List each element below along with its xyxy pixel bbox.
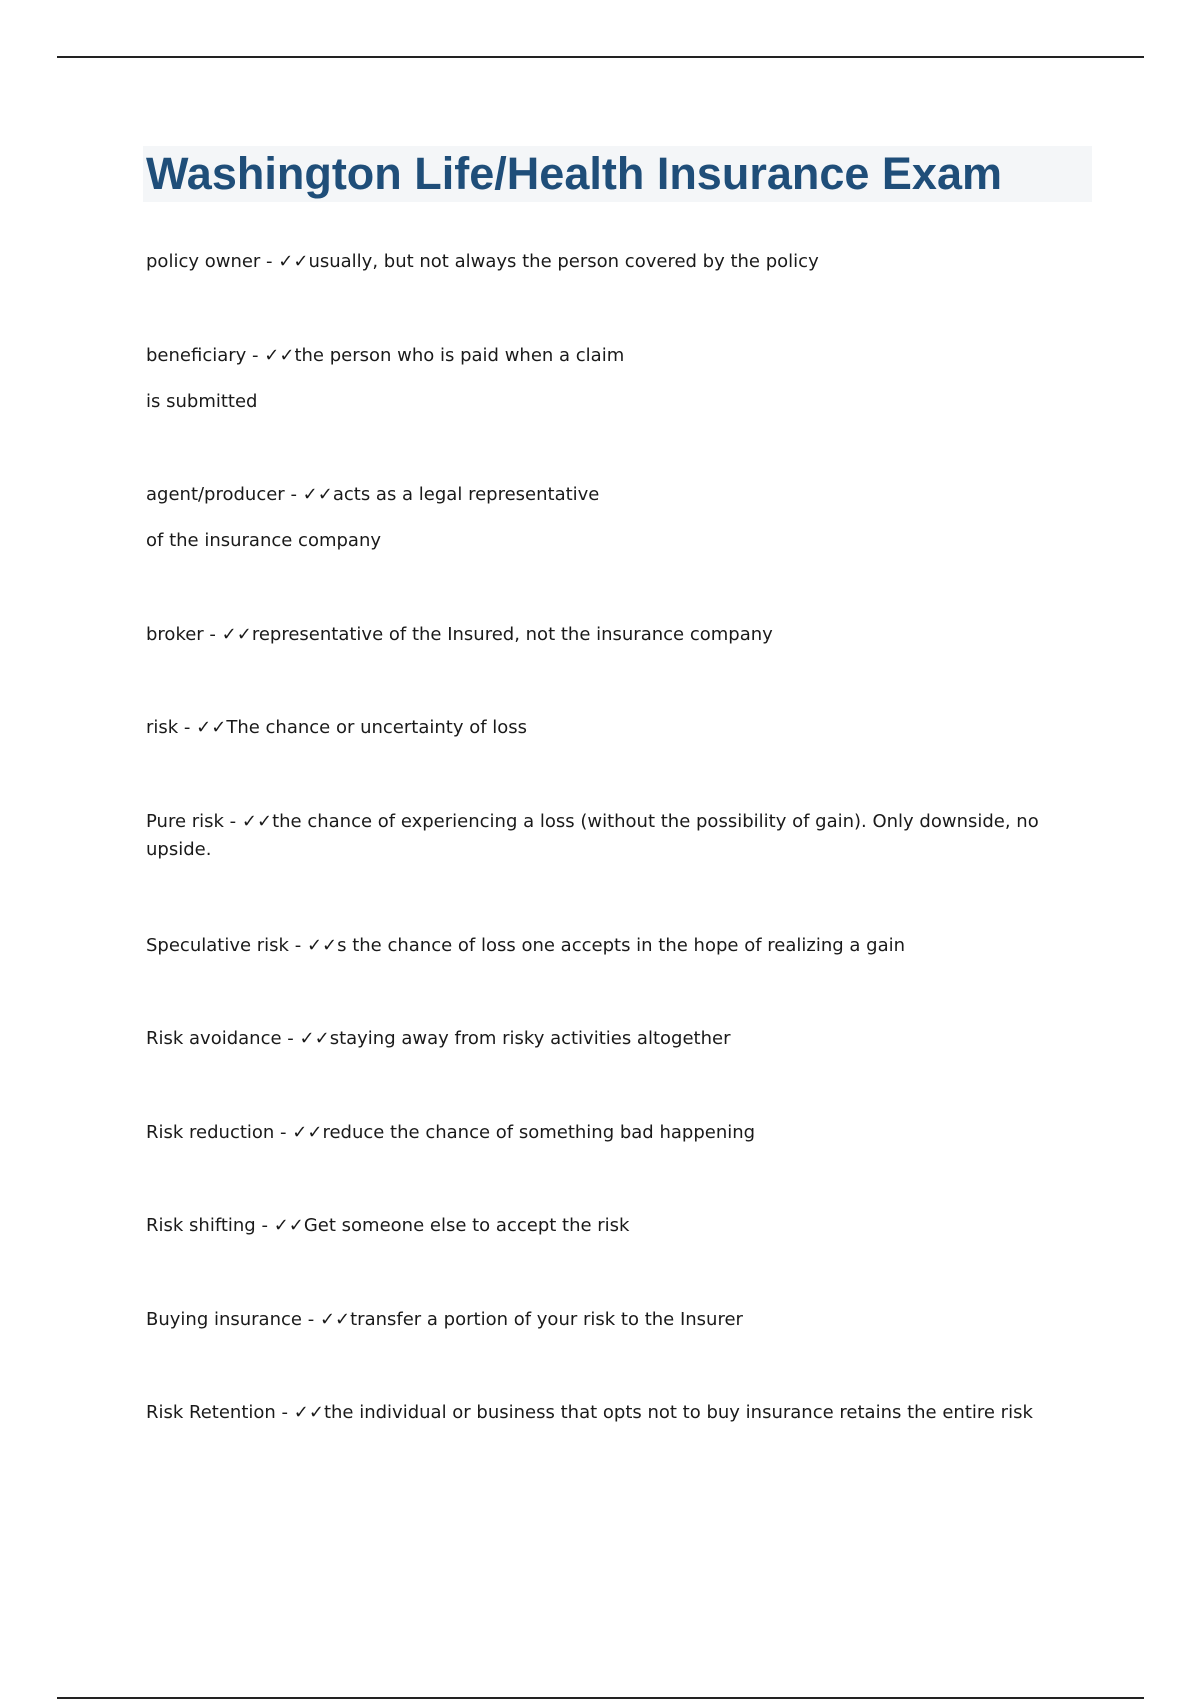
entry-continuation: of the insurance company bbox=[146, 530, 382, 551]
entry-line bbox=[146, 811, 1039, 860]
flashcard-entry bbox=[146, 481, 1066, 555]
entry-separator: - bbox=[255, 1215, 274, 1236]
entry-term: broker bbox=[146, 624, 204, 645]
entry-line bbox=[146, 1119, 1066, 1147]
flashcard-entry bbox=[146, 1399, 1066, 1427]
entry-line bbox=[146, 714, 1066, 742]
entry-definition: transfer a portion of your risk to the Insurer bbox=[350, 1309, 743, 1330]
flashcard-entry bbox=[146, 808, 1066, 864]
entry-term: risk bbox=[146, 717, 179, 738]
entry-separator: - bbox=[260, 251, 279, 272]
entry-term: agent/producer bbox=[146, 484, 285, 505]
entry-definition: the person who is paid when a claim bbox=[294, 345, 625, 366]
double-check-icon: ✓✓ bbox=[319, 1309, 351, 1330]
entry-definition: acts as a legal representative bbox=[332, 484, 600, 505]
double-check-icon: ✓✓ bbox=[264, 345, 295, 366]
double-check-icon: ✓✓ bbox=[278, 251, 309, 272]
entry-separator: - bbox=[275, 1402, 294, 1423]
document-title: Washington Life/Health Insurance Exam bbox=[146, 148, 1002, 199]
entry-separator: - bbox=[281, 1028, 300, 1049]
entry-term: beneficiary bbox=[146, 345, 247, 366]
entry-separator: - bbox=[301, 1309, 320, 1330]
entry-line bbox=[146, 1212, 1066, 1240]
entry-line bbox=[146, 481, 1066, 509]
entry-definition: Get someone else to accept the risk bbox=[303, 1215, 630, 1236]
entry-separator: - bbox=[178, 717, 197, 738]
flashcard-entry bbox=[146, 1306, 1066, 1334]
double-check-icon: ✓✓ bbox=[196, 717, 227, 738]
entry-definition: representative of the Insured, not the insurance company bbox=[251, 624, 773, 645]
entry-term: Buying insurance bbox=[146, 1309, 302, 1330]
double-check-icon: ✓✓ bbox=[273, 1215, 304, 1236]
entry-line bbox=[146, 1306, 1066, 1334]
double-check-icon: ✓✓ bbox=[221, 624, 252, 645]
flashcard-entry bbox=[146, 714, 1066, 742]
entry-separator: - bbox=[223, 811, 242, 832]
entry-separator: - bbox=[203, 624, 222, 645]
entry-term: Risk reduction bbox=[146, 1122, 275, 1143]
entry-continuation: is submitted bbox=[146, 391, 258, 412]
entry-definition: usually, but not always the person covered by the policy bbox=[308, 251, 819, 272]
entry-line bbox=[146, 248, 1066, 276]
flashcard-entry bbox=[146, 248, 1066, 276]
flashcard-entry bbox=[146, 1212, 1066, 1240]
entry-line bbox=[146, 932, 1066, 960]
entry-definition: the chance of experiencing a loss (without the possibility of gain). Only downside, no upside. bbox=[146, 811, 1039, 860]
double-check-icon: ✓✓ bbox=[241, 811, 273, 832]
entry-definition: the individual or business that opts not to buy insurance retains the entire risk bbox=[323, 1402, 1033, 1423]
entry-definition: s the chance of loss one accepts in the hope of realizing a gain bbox=[337, 935, 906, 956]
double-check-icon: ✓✓ bbox=[292, 1122, 323, 1143]
entry-term: policy owner bbox=[146, 251, 261, 272]
flashcard-entry bbox=[146, 1119, 1066, 1147]
flashcard-entry bbox=[146, 342, 1066, 416]
flashcard-entry bbox=[146, 621, 1066, 649]
entry-definition: staying away from risky activities altogether bbox=[329, 1028, 731, 1049]
entry-line bbox=[146, 1399, 1066, 1427]
double-check-icon: ✓✓ bbox=[293, 1402, 324, 1423]
entry-definition: reduce the chance of something bad happening bbox=[322, 1122, 756, 1143]
flashcard-entry bbox=[146, 1025, 1066, 1053]
entry-definition: The chance or uncertainty of loss bbox=[226, 717, 528, 738]
entry-term: Risk Retention bbox=[146, 1402, 276, 1423]
entry-line bbox=[146, 621, 1066, 649]
entry-term: Speculative risk bbox=[146, 935, 289, 956]
entry-line bbox=[146, 1025, 1066, 1053]
entry-term: Pure risk bbox=[146, 811, 224, 832]
entry-separator: - bbox=[274, 1122, 293, 1143]
double-check-icon: ✓✓ bbox=[302, 484, 333, 505]
entry-separator: - bbox=[288, 935, 307, 956]
bottom-divider bbox=[57, 1697, 1144, 1699]
double-check-icon: ✓✓ bbox=[299, 1028, 330, 1049]
double-check-icon: ✓✓ bbox=[306, 935, 338, 956]
entry-line bbox=[146, 342, 1066, 370]
top-divider bbox=[57, 56, 1144, 58]
flashcard-entry bbox=[146, 932, 1066, 960]
entry-separator: - bbox=[246, 345, 265, 366]
entry-separator: - bbox=[284, 484, 303, 505]
entry-term: Risk avoidance bbox=[146, 1028, 282, 1049]
entry-term: Risk shifting bbox=[146, 1215, 256, 1236]
